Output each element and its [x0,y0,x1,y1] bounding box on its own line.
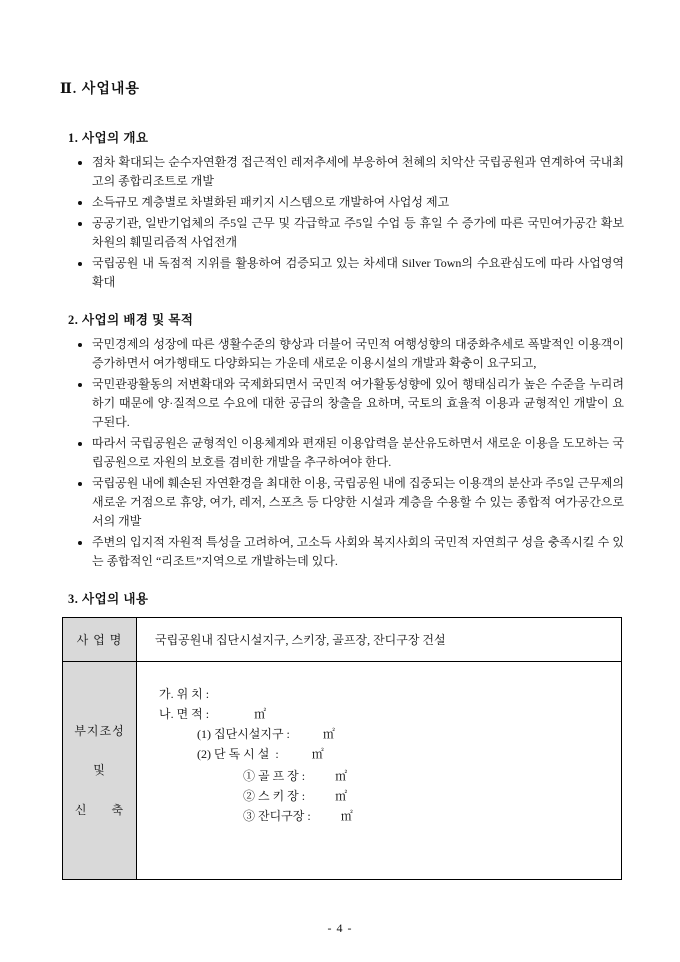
table-header-project-name: 사 업 명 [63,618,137,662]
table-header-site-construction [63,662,137,880]
section-content [60,589,624,880]
detail-line-area: 나. 면 적 : ㎡ [159,707,267,721]
table-cell-project-name: 국립공원내 집단시설지구, 스키장, 골프장, 잔디구장 건설 [137,618,622,662]
section-overview [60,128,624,292]
bullet-item: • 소득규모 계층별로 차별화된 패키지 시스템으로 개발하여 사업성 제고 [92,193,624,212]
detail-line-ski: ② 스 키 장 : ㎡ [243,789,348,803]
bullet-item: • 국립공원 내 독점적 지위를 활용하여 검증되고 있는 차세대 Silver Town의 수요관심도에 따라 사업영역 확대 [92,254,624,292]
business-content-table [62,617,622,880]
bullet-item: • 국민관광활동의 저변확대와 국제화되면서 국민적 여가활동성향에 있어 행태심리가 높은 수준을 누리려하기 때문에 양·질적으로 수요에 대한 공급의 창출을 요하며, 국토의 효율적 이용과 균형적인 개발이 요구된다. [92,375,624,432]
section-2-heading: 2. 사업의 배경 및 목적 [68,313,194,327]
table-header-stack [64,722,135,820]
detail-line-facility-district: (1) 집단시설지구 : ㎡ [197,727,335,741]
section-background [60,310,624,571]
detail-line-standalone-facility: (2) 단 독 시 설 : ㎡ [197,747,324,761]
page-number: - 4 - [327,921,353,935]
bullet-item: • 주변의 입지적 자원적 특성을 고려하여, 고소득 사회와 복지사회의 국민적 자연희구 성을 충족시킬 수 있는 종합적인 “리조트”지역으로 개발하는데 있다. [92,533,624,571]
section-2-bullet-list [78,335,624,571]
section-1-bullet-list [78,153,624,292]
table-row [63,618,622,662]
detail-line-location: 가. 위 치 : [159,687,210,701]
table-cell-site-construction [137,662,622,880]
bullet-item: • 점차 확대되는 순수자연환경 접근적인 레저추세에 부응하여 천혜의 치악산 국립공원과 연계하여 국내최고의 종합리조트로 개발 [92,153,624,191]
header-line: 및 [93,762,106,777]
bullet-item: • 국립공원 내에 훼손된 자연환경을 최대한 이용, 국립공원 내에 집중되는 이용객의 분산과 주5일 근무제의 새로운 거점으로 휴양, 여가, 레저, 스포츠 등 다양한 시설과 계층을 수용할 수 있는 종합적 여가공간으로서의 개발 [92,474,624,531]
bullet-item: • 따라서 국립공원은 균형적인 이용체계와 편재된 이용압력을 분산유도하면서 새로운 이용을 도모하는 국립공원으로 자원의 보호를 겸비한 개발을 추구하여야 한다. [92,434,624,472]
bullet-item: • 국민경제의 성장에 따른 생활수준의 향상과 더불어 국민적 여행성향의 대중화추세로 폭발적인 이용객이 증가하면서 여가행태도 다양화되는 가운데 새로운 이용시설의 개발과 확충이 요구되고, [92,335,624,373]
bullet-item: • 공공기관, 일반기업체의 주5일 근무 및 각급학교 주5일 수업 등 휴일 수 증가에 따른 국민여가공간 확보차원의 훼밀리즘적 사업전개 [92,214,624,252]
section-3-heading: 3. 사업의 내용 [68,592,149,606]
detail-line-golf: ① 골 프 장 : ㎡ [243,769,348,783]
header-line: 신 축 [74,802,125,817]
detail-line-lawn: ③ 잔디구장 : ㎡ [243,809,353,823]
page-title: Ⅱ. 사업내용 [60,82,140,97]
section-1-heading: 1. 사업의 개요 [68,131,149,145]
table-row [63,662,622,880]
header-line: 부지조성 [74,723,125,738]
